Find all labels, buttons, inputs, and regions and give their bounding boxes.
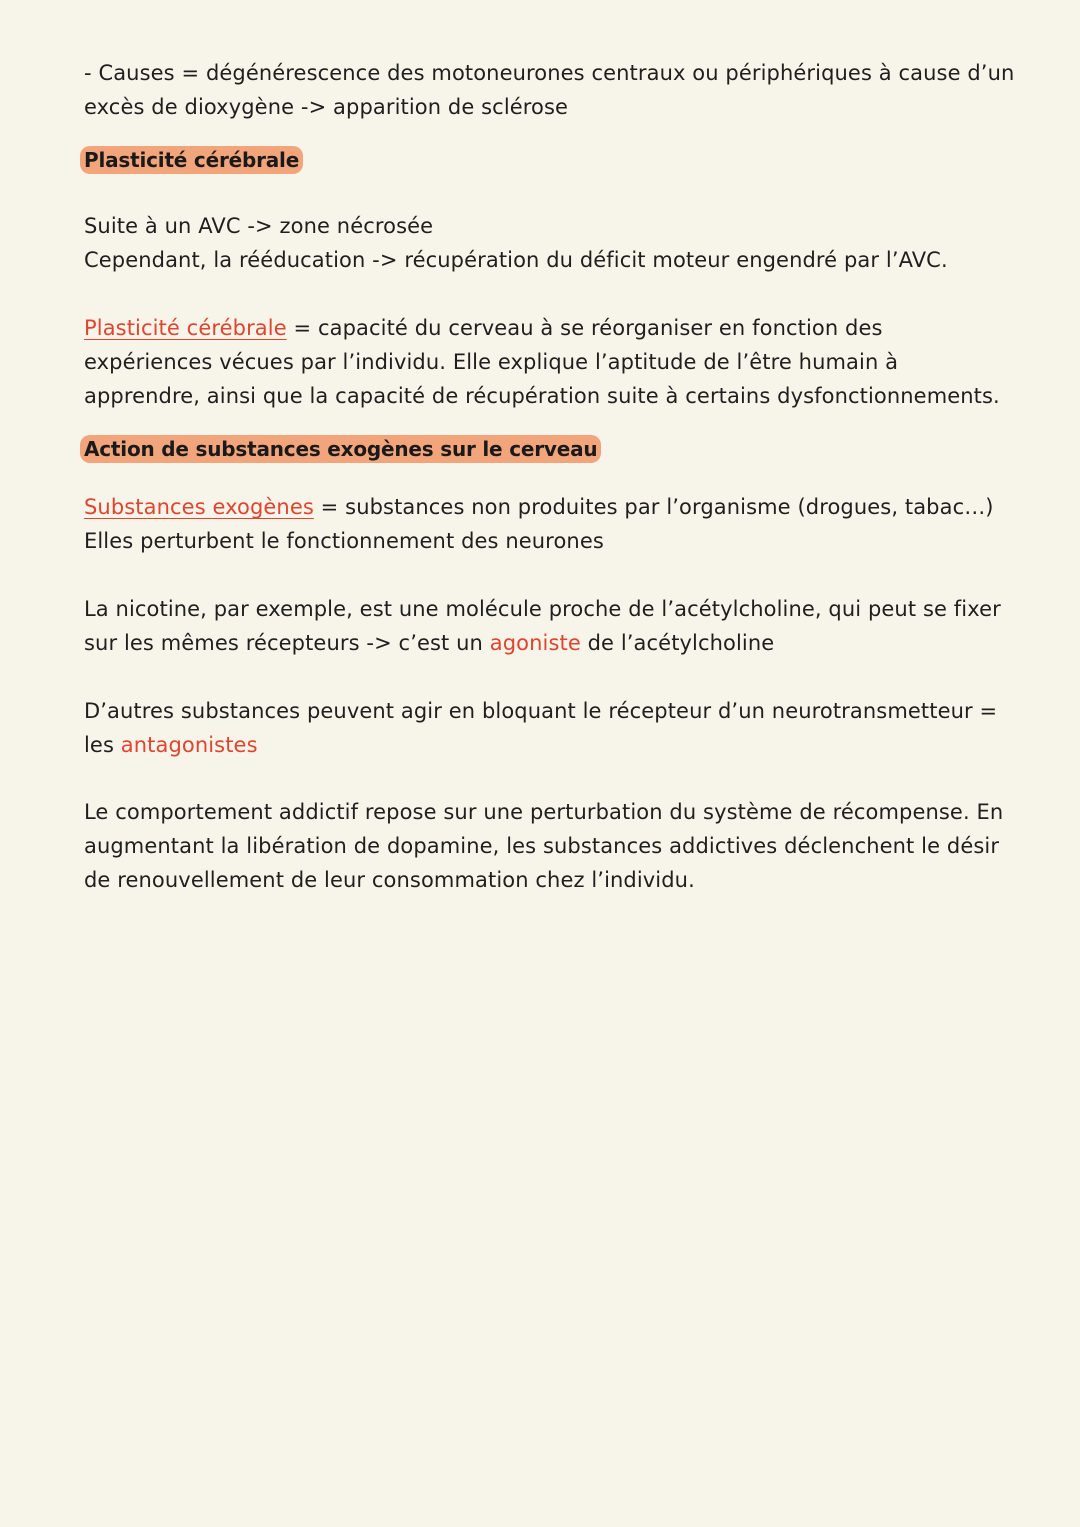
causes-line-1: - Causes = dégénérescence des motoneurones centraux ou périphériques à cause d’un	[84, 61, 1015, 85]
nicotine-line-2	[84, 626, 1001, 660]
exogenes-term: Substances exogènes	[84, 495, 314, 519]
exogenes-definition	[84, 490, 994, 558]
addiction-line-2: augmentant la libération de dopamine, les substances addictives déclenchent le désir	[84, 834, 1000, 858]
avc-line-2: Cependant, la rééducation -> récupération du déficit moteur engendré par l’AVC.	[84, 248, 948, 272]
plasticite-definition-line-2: expériences vécues par l’individu. Elle explique l’aptitude de l’être humain à	[84, 350, 899, 374]
causes-paragraph	[84, 56, 1014, 124]
plasticite-definition-line-3: apprendre, ainsi que la capacité de récupération suite à certains dysfonctionnements.	[84, 384, 1000, 408]
plasticite-definition-line-1	[84, 311, 1000, 345]
nicotine-paragraph	[84, 592, 1001, 660]
nicotine-line-2-after: de l’acétylcholine	[580, 631, 775, 655]
nicotine-line-1: La nicotine, par exemple, est une molécule proche de l’acétylcholine, qui peut se fixer	[84, 597, 1001, 621]
heading-substances: Action de substances exogènes sur le cerveau	[80, 435, 601, 463]
exogenes-definition-line-1	[84, 490, 994, 524]
avc-paragraph	[84, 209, 948, 277]
plasticite-definition	[84, 311, 1000, 413]
antagonistes-keyword: antagonistes	[120, 733, 258, 757]
exogenes-definition-line-2: Elles perturbent le fonctionnement des neurones	[84, 529, 604, 553]
heading-plasticite: Plasticité cérébrale	[80, 146, 303, 174]
addiction-line-1: Le comportement addictif repose sur une perturbation du système de récompense. En	[84, 800, 1004, 824]
addiction-paragraph	[84, 795, 1003, 897]
avc-line-1: Suite à un AVC -> zone nécrosée	[84, 214, 434, 238]
antagonistes-line-2	[84, 728, 997, 762]
antagonistes-paragraph	[84, 694, 997, 762]
plasticite-term: Plasticité cérébrale	[84, 316, 287, 340]
heading-plasticite-wrapper	[80, 146, 303, 174]
agoniste-keyword: agoniste	[489, 631, 581, 655]
causes-line-2: excès de dioxygène -> apparition de sclérose	[84, 95, 569, 119]
plasticite-definition-text: = capacité du cerveau à se réorganiser en fonction des	[286, 316, 883, 340]
antagonistes-line-1: D’autres substances peuvent agir en bloquant le récepteur d’un neurotransmetteur =	[84, 699, 998, 723]
heading-substances-wrapper	[80, 435, 601, 463]
exogenes-definition-text: = substances non produites par l’organisme (drogues, tabac…)	[313, 495, 994, 519]
nicotine-line-2-before: sur les mêmes récepteurs -> c’est un	[84, 631, 490, 655]
addiction-line-3: de renouvellement de leur consommation chez l’individu.	[84, 868, 695, 892]
antagonistes-line-2-before: les	[84, 733, 121, 757]
